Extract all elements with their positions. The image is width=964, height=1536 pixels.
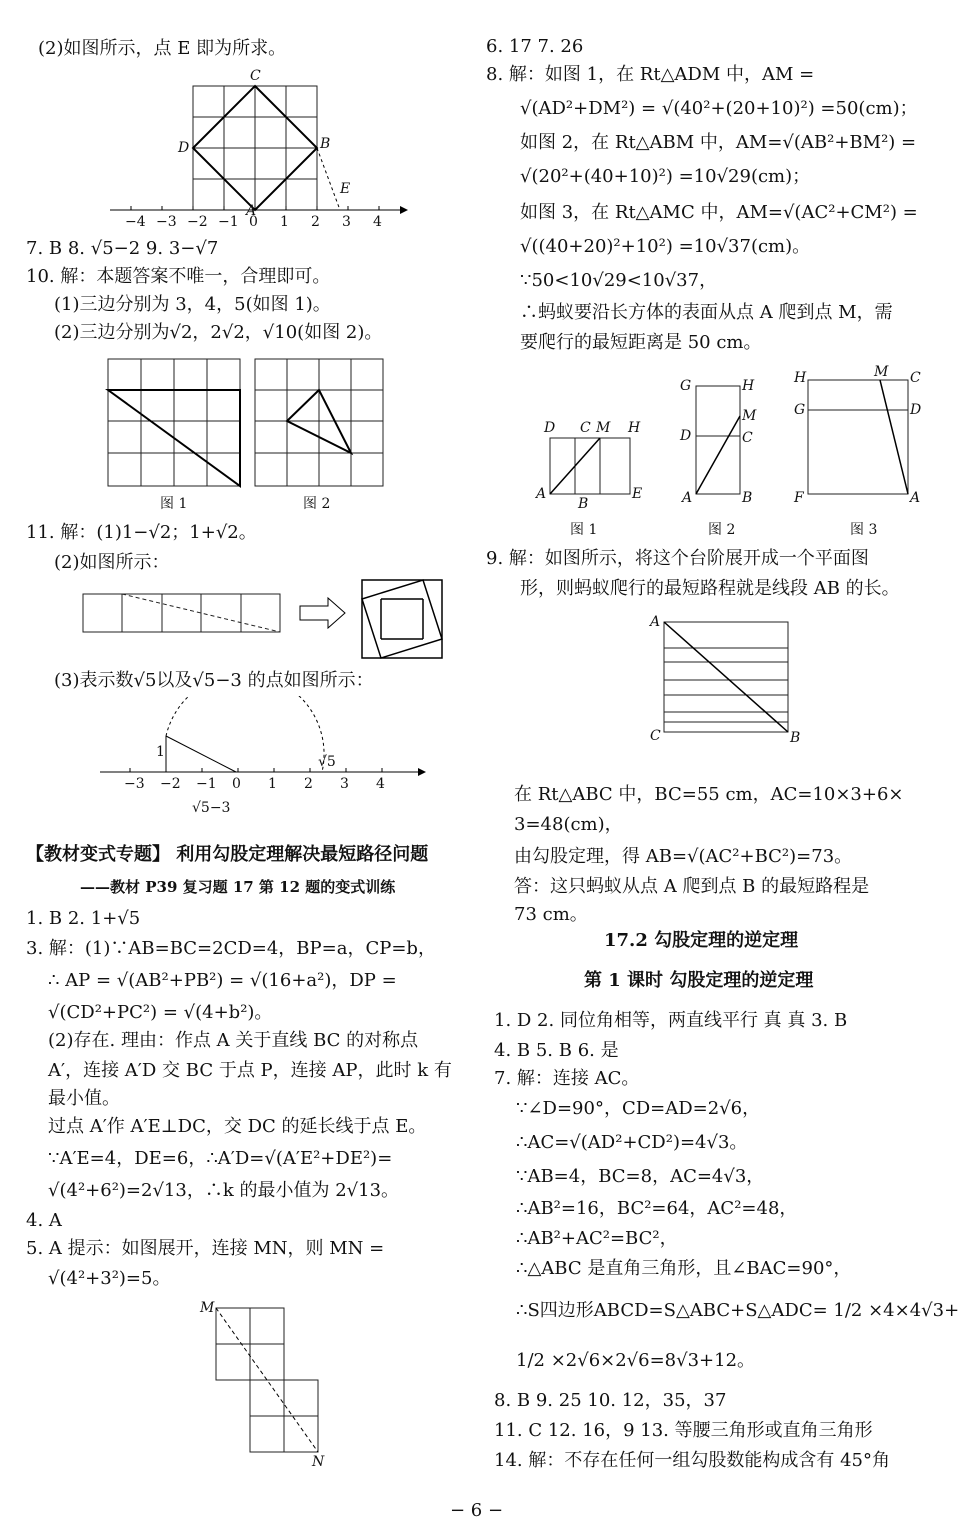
text-line: 过点 A′作 A′E⊥DC，交 DC 的延长线于点 E。 bbox=[48, 1116, 427, 1137]
text-line: √((40+20)²+10²) =10√37(cm)。 bbox=[520, 236, 811, 257]
text-line: 答：这只蚂蚁从点 A 爬到点 B 的最短路程是 bbox=[514, 876, 870, 897]
text-line: 6. 17 7. 26 bbox=[486, 36, 584, 57]
section-heading: 17.2 勾股定理的逆定理 bbox=[604, 930, 799, 951]
label-e: E bbox=[340, 181, 351, 197]
label-a: A bbox=[650, 614, 661, 630]
text-line: 14. 解：不存在任何一组勾股数能构成含有 45°角 bbox=[494, 1450, 890, 1471]
label-d: D bbox=[544, 420, 556, 436]
label-root5: √5 bbox=[318, 754, 336, 770]
text-line: 7. B 8. √5−2 9. 3−√7 bbox=[26, 238, 219, 259]
staircase-unfolded-figure bbox=[640, 610, 810, 750]
text-line: 最小值。 bbox=[48, 1088, 120, 1109]
text-line: √(4²+3²)=5。 bbox=[48, 1268, 171, 1289]
label-c3: C bbox=[910, 370, 921, 386]
tick-label: 1 bbox=[280, 214, 289, 228]
grid-figures-10 bbox=[105, 356, 395, 516]
text-line: ∴ AP = √(AB²+PB²) = √(16+a²)，DP = bbox=[48, 970, 397, 991]
text-line: 8. B 9. 25 10. 12，35，37 bbox=[494, 1390, 727, 1411]
unfolded-net-figure bbox=[196, 1298, 336, 1468]
label-c2: C bbox=[742, 430, 753, 446]
label-g3: G bbox=[794, 402, 806, 418]
text-line: 73 cm。 bbox=[514, 904, 588, 925]
text-line: √(4²+6²)=2√13，∴k 的最小值为 2√13。 bbox=[48, 1180, 400, 1201]
text-line: (2)存在. 理由：作点 A 关于直线 BC 的对称点 bbox=[48, 1030, 419, 1051]
text-line: ∴AC=√(AD²+CD²)=4√3。 bbox=[516, 1132, 748, 1153]
text-line: 3=48(cm)， bbox=[514, 814, 623, 835]
label-a: A bbox=[246, 203, 257, 219]
label-a: A bbox=[536, 486, 547, 502]
text-line: ∵AB=4，BC=8，AC=4√3， bbox=[516, 1166, 765, 1187]
sqrt5-number-line bbox=[100, 696, 430, 826]
label-a2: A bbox=[682, 490, 693, 506]
tick-label: −2 bbox=[187, 214, 208, 228]
text-line: (2)三边分别为√2，2√2，√10(如图 2)。 bbox=[54, 322, 383, 343]
text-line: 5. A 提示：如图展开，连接 MN，则 MN = bbox=[26, 1238, 385, 1259]
caption-fig2: 图 2 bbox=[303, 496, 331, 512]
text-line: 11. 解：(1)1−√2；1+√2。 bbox=[26, 522, 257, 543]
text-line: 要爬行的最短距离是 50 cm。 bbox=[520, 332, 762, 353]
text-line: (3)表示数√5以及√5−3 的点如图所示： bbox=[54, 670, 374, 691]
label-m3: M bbox=[874, 364, 889, 380]
text-line: (2)如图所示： bbox=[54, 552, 170, 573]
text-line: ∴△ABC 是直角三角形，且∠BAC=90°， bbox=[516, 1258, 852, 1279]
text-line: A′，连接 A′D 交 BC 于点 P，连接 AP，此时 k 有 bbox=[48, 1060, 452, 1081]
label-g: G bbox=[680, 378, 692, 394]
tick-label: 3 bbox=[342, 214, 351, 228]
label-m: M bbox=[596, 420, 611, 436]
tick-label: 0 bbox=[232, 776, 241, 792]
label-f3: F bbox=[794, 490, 804, 506]
text-line: 如图 2，在 Rt△ABM 中，AM=√(AB²+BM²) = bbox=[520, 132, 917, 153]
page-number: − 6 − bbox=[450, 1500, 504, 1521]
label-b: B bbox=[320, 136, 331, 152]
label-m2: M bbox=[742, 408, 757, 424]
text-line: 4. B 5. B 6. 是 bbox=[494, 1040, 619, 1061]
label-root5-minus3: √5−3 bbox=[192, 800, 231, 816]
label-d3: D bbox=[910, 402, 922, 418]
tick-label: −3 bbox=[124, 776, 145, 792]
label-d: D bbox=[178, 140, 190, 156]
tick-label: 0 bbox=[249, 214, 258, 228]
label-one: 1 bbox=[156, 744, 165, 760]
section-subtitle: ——教材 P39 复习题 17 第 12 题的变式训练 bbox=[80, 878, 396, 896]
text-line: (1)三边分别为 3，4，5(如图 1)。 bbox=[54, 294, 331, 315]
caption-fig1: 图 1 bbox=[570, 522, 598, 538]
text-line: 9. 解：如图所示，将这个台阶展开成一个平面图 bbox=[486, 548, 869, 569]
text-line: √(AD²+DM²) = √(40²+(20+10)²) =50(cm)； bbox=[520, 98, 918, 119]
label-n: N bbox=[312, 1454, 325, 1468]
tick-label: −1 bbox=[218, 214, 239, 228]
strip-to-square-figure bbox=[80, 578, 450, 660]
text-line: 11. C 12. 16，9 13. 等腰三角形或直角三角形 bbox=[494, 1420, 873, 1441]
section-title: 【教材变式专题】 利用勾股定理解决最短路径问题 bbox=[26, 844, 429, 865]
tick-label: −3 bbox=[156, 214, 177, 228]
text-line: 3. 解：(1)∵AB=BC=2CD=4，BP=a，CP=b， bbox=[26, 938, 436, 959]
text-line: 由勾股定理，得 AB=√(AC²+BC²)=73。 bbox=[514, 846, 853, 867]
label-d2: D bbox=[680, 428, 692, 444]
tick-label: 2 bbox=[311, 214, 320, 228]
label-e: E bbox=[632, 486, 643, 502]
text-line: √(20²+(40+10)²) =10√29(cm)； bbox=[520, 166, 811, 187]
label-b2: B bbox=[742, 490, 753, 506]
label-h: H bbox=[628, 420, 641, 436]
text-line: ∴AB²=16，BC²=64，AC²=48， bbox=[516, 1198, 798, 1219]
label-b: B bbox=[790, 730, 801, 746]
text-line: 1. D 2. 同位角相等，两直线平行 真 真 3. B bbox=[494, 1010, 848, 1031]
text-line: ∵A′E=4，DE=6，∴A′D=√(A′E²+DE²)= bbox=[48, 1148, 393, 1169]
tick-label: 2 bbox=[304, 776, 313, 792]
grid-square-figure bbox=[100, 68, 420, 228]
label-h3: H bbox=[794, 370, 807, 386]
text-line: 7. 解：连接 AC。 bbox=[494, 1068, 640, 1089]
tick-label: 3 bbox=[340, 776, 349, 792]
caption-fig3: 图 3 bbox=[850, 522, 878, 538]
tick-label: −4 bbox=[125, 214, 146, 228]
label-h2: H bbox=[742, 378, 755, 394]
text-line: 在 Rt△ABC 中，BC=55 cm，AC=10×3+6× bbox=[514, 784, 904, 805]
text-line: ∵∠D=90°，CD=AD=2√6， bbox=[516, 1098, 761, 1119]
label-c: C bbox=[580, 420, 591, 436]
text-line: √(CD²+PC²) = √(4+b²)。 bbox=[48, 1002, 273, 1023]
text-line: ∴AB²+AC²=BC²， bbox=[516, 1228, 678, 1249]
box-net-figures bbox=[530, 362, 940, 542]
text-line: 1. B 2. 1+√5 bbox=[26, 908, 141, 929]
tick-label: −2 bbox=[160, 776, 181, 792]
text-line: 形，则蚂蚁爬行的最短路程就是线段 AB 的长。 bbox=[520, 578, 900, 599]
tick-label: 4 bbox=[376, 776, 385, 792]
label-a3: A bbox=[910, 490, 921, 506]
text-line: 8. 解：如图 1，在 Rt△ADM 中，AM = bbox=[486, 64, 815, 85]
label-c: C bbox=[650, 728, 661, 744]
text-line: ∴蚂蚁要沿长方体的表面从点 A 爬到点 M，需 bbox=[520, 302, 893, 323]
text-line: 4. A bbox=[26, 1210, 62, 1231]
caption-fig1: 图 1 bbox=[160, 496, 188, 512]
label-b: B bbox=[578, 496, 589, 512]
caption-fig2: 图 2 bbox=[708, 522, 736, 538]
text-line: (2)如图所示，点 E 即为所求。 bbox=[38, 38, 287, 59]
tick-label: −1 bbox=[196, 776, 217, 792]
text-line: 1/2 ×2√6×2√6=8√3+12。 bbox=[516, 1350, 756, 1371]
text-line: 如图 3，在 Rt△AMC 中，AM=√(AC²+CM²) = bbox=[520, 202, 918, 223]
tick-label: 1 bbox=[268, 776, 277, 792]
lesson-heading: 第 1 课时 勾股定理的逆定理 bbox=[584, 970, 814, 991]
text-line: ∴S四边形ABCD=S△ABC+S△ADC= 1/2 ×4×4√3+ bbox=[516, 1300, 960, 1321]
label-c: C bbox=[250, 68, 261, 84]
label-m: M bbox=[200, 1300, 215, 1316]
text-line: ∵50<10√29<10√37， bbox=[520, 270, 718, 291]
tick-label: 4 bbox=[373, 214, 382, 228]
text-line: 10. 解：本题答案不唯一，合理即可。 bbox=[26, 266, 331, 287]
